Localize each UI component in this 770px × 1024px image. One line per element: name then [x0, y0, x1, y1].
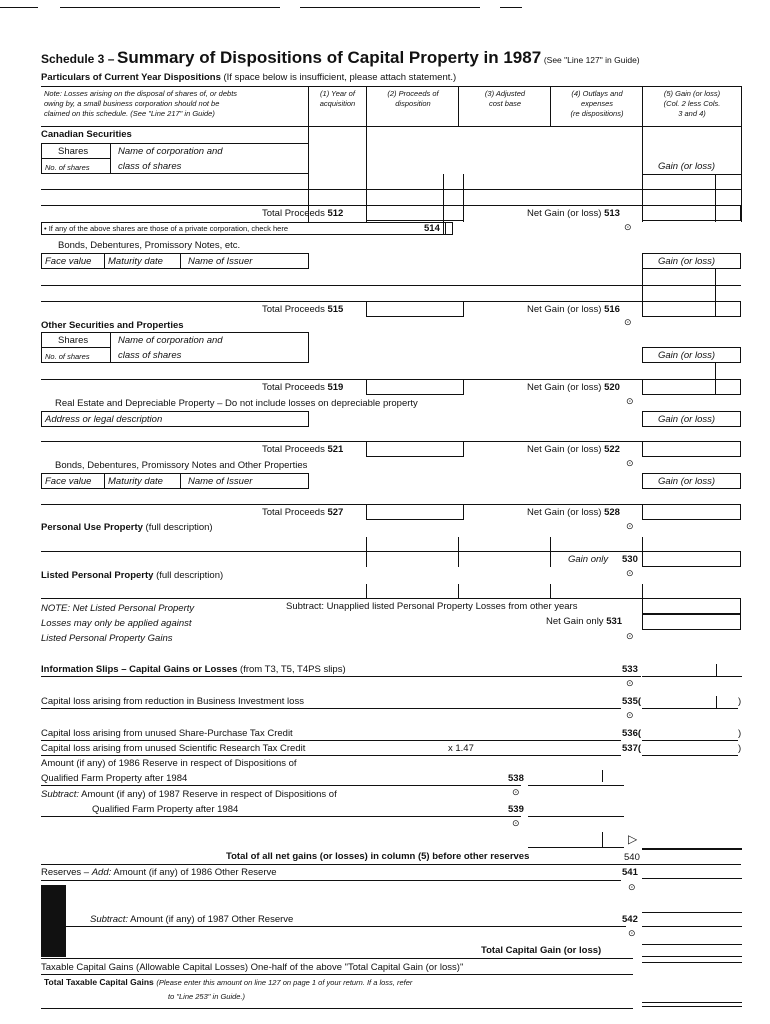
total-all-label: Total of all net gains (or losses) in column (5) before other reserves — [226, 851, 530, 862]
input-531[interactable] — [642, 614, 741, 630]
input-540[interactable] — [642, 848, 742, 850]
col1-header: (1) Year of acquisition — [319, 89, 356, 108]
personal-use-desc: (full description) — [145, 522, 213, 533]
circle-marker-icon: ⊙ — [626, 568, 634, 578]
line-515: 515 — [327, 304, 344, 315]
gain-loss-label-4: Gain (or loss) — [658, 414, 716, 425]
circle-marker-icon: ⊙ — [628, 928, 636, 938]
circle-marker-icon: ⊙ — [512, 787, 520, 797]
input-516[interactable] — [642, 301, 741, 317]
circle-marker-icon: ⊙ — [626, 678, 634, 688]
scan-mark — [300, 7, 480, 8]
maturity-date-label: Maturity date — [108, 256, 163, 267]
line-531: 531 — [606, 616, 623, 627]
no-shares-label-2: No. of shares — [45, 352, 90, 361]
input-515[interactable] — [366, 301, 464, 317]
name-issuer-label: Name of Issuer — [188, 256, 253, 267]
info-slips-heading: Information Slips – Capital Gains or Losses — [41, 664, 238, 675]
reserves-1987-label: Amount (if any) of 1987 Other Reserve — [130, 914, 294, 925]
add-label: Add: — [91, 867, 112, 878]
face-value-label: Face value — [45, 256, 92, 267]
amount-1986-b: Qualified Farm Property after 1984 — [41, 773, 188, 784]
multiplier: x 1.47 — [448, 743, 474, 754]
subtract-unapplied-label: Subtract: Unapplied listed Personal Property Losses from other years — [286, 601, 578, 612]
bonds-label: Bonds, Debentures, Promissory Notes, etc. — [58, 240, 241, 251]
maturity-date-label-2: Maturity date — [108, 476, 163, 487]
arrow-icon: ▷ — [628, 832, 638, 846]
circle-marker-icon: ⊙ — [626, 710, 634, 720]
total-taxable-label: Total Taxable Capital Gains — [44, 977, 154, 987]
line-513: 513 — [604, 208, 620, 219]
listed-personal-desc: (full description) — [156, 570, 224, 581]
page-title — [41, 48, 640, 68]
class-shares-label-2: class of shares — [118, 350, 182, 361]
subtract-1987-b: Qualified Farm Property after 1984 — [92, 804, 239, 815]
scan-mark — [500, 7, 522, 8]
sptc-label: Capital loss arising from unused Share-Purchase Tax Credit — [41, 728, 293, 739]
total-proceeds-label-4: Total Proceeds — [262, 444, 325, 455]
close-paren: ) — [738, 728, 742, 739]
input-539[interactable] — [528, 816, 624, 817]
line-519: 519 — [327, 382, 344, 393]
total-proceeds-label-2: Total Proceeds — [262, 304, 325, 315]
total-proceeds-label-3: Total Proceeds — [262, 382, 325, 393]
close-paren: ) — [738, 743, 742, 754]
col2-header: (2) Proceeds of disposition — [387, 89, 439, 108]
line-535: 535( — [622, 696, 642, 707]
input-total-capital-gain[interactable] — [642, 956, 742, 957]
scan-mark — [60, 7, 280, 8]
col4-header: (4) Outlays and expenses (re dispositions) — [570, 89, 624, 118]
listed-note: NOTE: Net Listed Personal Property Losses may only be applied against Listed Personal Property Gains — [41, 603, 195, 644]
line-516: 516 — [604, 304, 620, 315]
subtract-label-2: Subtract: — [90, 914, 129, 925]
line-539: 539 — [508, 804, 524, 815]
shares-label-2: Shares — [58, 335, 89, 346]
line-537: 537( — [622, 743, 642, 754]
line-542: 542 — [622, 914, 638, 925]
circle-marker-icon: ⊙ — [628, 882, 636, 892]
total-proceeds-label: Total Proceeds — [262, 208, 325, 219]
input-512[interactable] — [366, 205, 464, 221]
taxable-label: Taxable Capital Gains (Allowable Capital Losses) One-half of the above "Total Capital Gain (or loss)" — [41, 962, 464, 973]
personal-use-heading: Personal Use Property — [41, 522, 143, 533]
line-520: 520 — [604, 382, 620, 393]
input-537[interactable] — [642, 755, 738, 756]
name-corp-label: Name of corporation and — [118, 146, 223, 157]
input-520[interactable] — [642, 379, 741, 395]
reserves-1986-label: Amount (if any) of 1986 Other Reserve — [113, 867, 277, 878]
shares-label: Shares — [58, 146, 89, 157]
input-535[interactable] — [642, 708, 738, 709]
private-corp-checkbox[interactable] — [443, 222, 453, 235]
line-528: 528 — [604, 507, 620, 518]
total-taxable-note-1: (Please enter this amount on line 127 on page 1 of your return. If a loss, refer — [156, 978, 413, 987]
gain-loss-label-5: Gain (or loss) — [658, 476, 716, 487]
gain-loss-label: Gain (or loss) — [658, 161, 716, 172]
schedule-label: Schedule 3 – — [41, 52, 115, 66]
net-gain-only-label: Net Gain only — [546, 616, 604, 627]
line-540: 540 — [624, 852, 640, 863]
circle-marker-icon: ⊙ — [626, 396, 634, 406]
particulars-heading: Particulars of Current Year Dispositions — [41, 72, 221, 83]
input-519[interactable] — [366, 379, 464, 395]
other-securities-heading: Other Securities and Properties — [41, 320, 184, 331]
line-541: 541 — [622, 867, 638, 878]
input-542[interactable] — [642, 926, 742, 927]
scan-mark — [0, 7, 38, 8]
rule — [41, 86, 741, 87]
no-shares-label: No. of shares — [45, 163, 90, 172]
private-corp-note: • If any of the above shares are those of a private corporation, check here — [44, 224, 289, 233]
name-corp-label-2: Name of corporation and — [118, 335, 223, 346]
particulars-note: (If space below is insufficient, please attach statement.) — [223, 72, 457, 83]
reserves-label: Reserves – — [41, 867, 90, 878]
line-527: 527 — [327, 507, 344, 518]
listed-personal-heading: Listed Personal Property — [41, 570, 154, 581]
col3-header: (3) Adjusted cost base — [484, 89, 526, 108]
circle-marker-icon: ⊙ — [626, 458, 634, 468]
net-gain-label-3: Net Gain (or loss) — [527, 382, 602, 393]
title-text: Summary of Dispositions of Capital Property in 1987 — [117, 48, 542, 67]
info-slips-from: (from T3, T5, T4PS slips) — [240, 664, 346, 675]
input-541[interactable] — [642, 878, 742, 879]
close-paren: ) — [738, 696, 742, 707]
input-total-taxable[interactable] — [642, 1002, 742, 1003]
net-gain-label-4: Net Gain (or loss) — [527, 444, 602, 455]
total-proceeds-label-5: Total Proceeds — [262, 507, 325, 518]
face-value-label-2: Face value — [45, 476, 92, 487]
input-522[interactable] — [642, 441, 741, 457]
input-536[interactable] — [642, 740, 738, 741]
line-538: 538 — [508, 773, 524, 784]
bil-label: Capital loss arising from reduction in Business Investment loss — [41, 696, 304, 707]
see-line-note: (See "Line 127" in Guide) — [543, 55, 640, 65]
line-536: 536( — [622, 728, 642, 739]
line-533: 533 — [622, 664, 638, 675]
input-527[interactable] — [366, 504, 464, 520]
column-note: Note: Losses arising on the disposal of shares of, or debts owing by, a small business corporation should not be claimed on this schedule. (See "Line 217" in Guide) — [44, 89, 238, 118]
canadian-securities-heading: Canadian Securities — [41, 129, 132, 140]
net-gain-label-5: Net Gain (or loss) — [527, 507, 602, 518]
line-521: 521 — [327, 444, 344, 455]
input-538[interactable] — [528, 785, 624, 786]
black-registration-bar — [41, 885, 66, 957]
gain-loss-label-2: Gain (or loss) — [658, 256, 716, 267]
real-estate-label: Real Estate and Depreciable Property – Do not include losses on depreciable property — [55, 398, 418, 409]
amount-1986-a: Amount (if any) of 1986 Reserve in respect of Dispositions of — [41, 758, 297, 769]
col5-header: (5) Gain (or loss) (Col. 2 less Cols. 3 and 4) — [663, 89, 721, 118]
input-srtc[interactable] — [382, 755, 408, 756]
subtract-label: Subtract: — [41, 789, 80, 800]
line-530: 530 — [622, 554, 638, 565]
input-528[interactable] — [642, 504, 741, 520]
line-522: 522 — [604, 444, 620, 455]
line-512: 512 — [327, 208, 344, 219]
name-issuer-label-2: Name of Issuer — [188, 476, 253, 487]
gain-only-label: Gain only — [568, 554, 609, 565]
srtc-label: Capital loss arising from unused Scientific Research Tax Credit — [41, 743, 306, 754]
net-gain-label: Net Gain (or loss) — [527, 208, 602, 219]
total-capital-gain-label: Total Capital Gain (or loss) — [481, 945, 602, 956]
subtract-1987-a: Amount (if any) of 1987 Reserve in respect of Dispositions of — [81, 789, 337, 800]
bonds-other-label: Bonds, Debentures, Promissory Notes and Other Properties — [55, 460, 308, 471]
gain-loss-label-3: Gain (or loss) — [658, 350, 716, 361]
input-513[interactable] — [642, 205, 741, 221]
input-530[interactable] — [642, 551, 741, 567]
net-gain-label-2: Net Gain (or loss) — [527, 304, 602, 315]
input-533[interactable] — [642, 676, 742, 677]
input-unapplied[interactable] — [642, 598, 741, 614]
input-521[interactable] — [366, 441, 464, 457]
circle-marker-icon: ⊙ — [626, 521, 634, 531]
circle-marker-icon: ⊙ — [624, 222, 632, 232]
line-514: 514 — [424, 223, 440, 234]
circle-marker-icon: ⊙ — [512, 818, 520, 828]
class-shares-label: class of shares — [118, 161, 182, 172]
circle-marker-icon: ⊙ — [626, 631, 634, 641]
total-taxable-note-2: to "Line 253" in Guide.) — [168, 992, 246, 1001]
address-label: Address or legal description — [45, 414, 163, 425]
circle-marker-icon: ⊙ — [624, 317, 632, 327]
